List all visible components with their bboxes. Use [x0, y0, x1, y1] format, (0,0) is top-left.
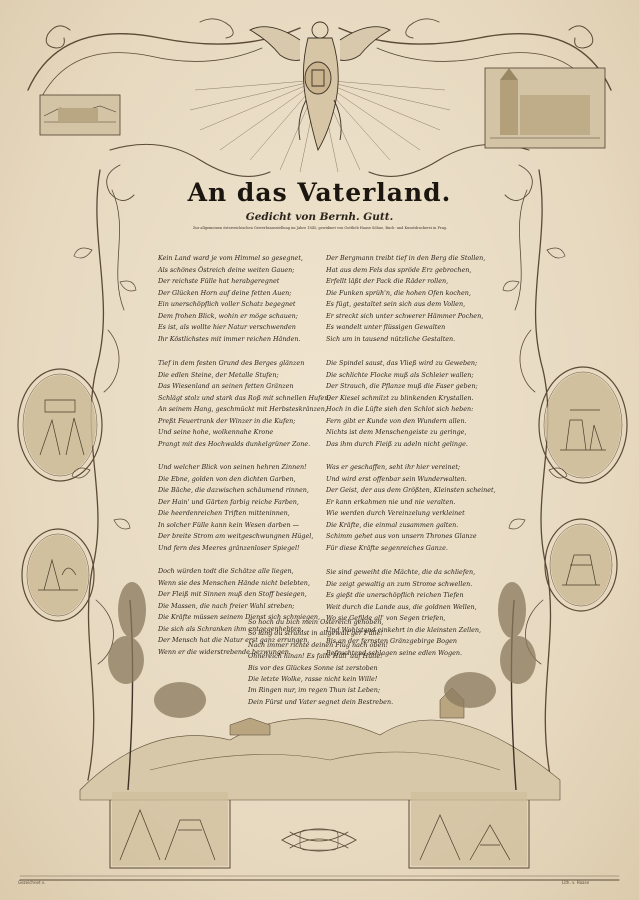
verse-line: Und fern des Meeres gränzenloser Spiegel! [158, 543, 300, 552]
verse-line: Wenn er die widerstrebende bezwungen. [158, 647, 291, 656]
verse-line: An seinem Hang, geschmückt mit Herbsteskränzen, [158, 405, 327, 413]
verse-line: Die schlichte Flocke muß als Schleier wallen; [326, 370, 474, 379]
verse-line: Es wandelt unter flüssigen Gewalten [326, 323, 446, 331]
verse-line: Er kann erkahmen nie und nie veralten. [326, 497, 456, 506]
verse-line: Der Fleiß mit Sinnen muß den Stoff besiegen, [158, 590, 307, 598]
verse-line: Die letzte Wolke, rasse nicht kein Wille! [248, 675, 378, 684]
verse-line: Der breite Strom am weitgeschwungnen Hügel, [158, 532, 314, 540]
verse-line: Dein Fürst und Vater segnet dein Bestreben. [248, 697, 394, 706]
stanza [158, 253, 328, 345]
stanza [326, 358, 496, 450]
verse-line: Die Kräfte, die einmal zusammen galten. [326, 520, 459, 529]
verse-line: Der Bergmann treibt tief in den Berg die Stollen, [326, 254, 486, 262]
verse-line: Wenn sie des Menschen Hände nicht belebten, [158, 578, 310, 587]
stanza [158, 462, 328, 554]
right-column [326, 253, 496, 671]
verse-line: Ihr Köstlichstes mit immer reichen Händen. [158, 334, 301, 343]
verse-line: Die edlen Steine, der Metalle Stufen; [158, 370, 279, 379]
verse-line: Prangt mit des Hochwalds dunkelgrüner Zone. [158, 439, 311, 448]
verse-line: Ein unerschöpflich voller Schatz begegnet [158, 300, 296, 308]
dedication-line: Zur allgemeinen österreichischen Gewerbsausstellung im Jahre 1845, gewidmet von Gottlieb Haase Söhne, Buch- und Kunstdruckerei in Prag. [192, 226, 448, 230]
verse-line: Die heerdenreichen Triften mitteninnen, [158, 509, 290, 517]
verse-line: Es fügt, gestaltet sein sich aus dem Vollen, [326, 300, 466, 308]
verse-line: Weit durch die Lande aus, die goldnen Wellen, [326, 602, 477, 611]
verse-line: Tief in dem festen Grund des Berges glänzen [158, 359, 305, 367]
verse-line: Schimm gehet aus von unsern Thrones Glanze [326, 532, 477, 540]
verse-line: Die zeigt gewaltig an zum Strome schwellen. [326, 579, 473, 588]
verse-line: In solcher Fülle kann kein Wesen darben — [158, 520, 300, 529]
stanza [326, 253, 496, 345]
verse-line: Das Wiesenland an seinen fetten Gränzen [158, 382, 294, 390]
angel-figure [250, 22, 390, 150]
stanza [158, 358, 331, 450]
verse-line: Für diese Kräfte segenreiches Ganze. [326, 543, 448, 552]
verse-line: Sich um in tausend nützliche Gestalten. [326, 334, 456, 343]
verse-line: Hoch in die Lüfte sieh den Schlot sich heben: [326, 405, 474, 413]
verse-line: So hoch du bich mein Ostereich gehoben, [248, 618, 384, 626]
verse-line: Doch würden todt die Schätze alle liegen, [158, 567, 294, 575]
verse-line: Der Glücken Horn auf deine fetten Auen; [158, 288, 292, 297]
verse-line: Kein Land ward je vom Himmel so gesegnet, [158, 254, 303, 262]
poem-author: Gedicht von Bernh. Gutt. [245, 211, 394, 223]
verse-line: Bis vor des Glückes Sonne ist zerstoben [248, 663, 378, 672]
verse-line: Als schönes Östreich deine weiten Gauen; [158, 265, 295, 274]
verse-line: Die sich als Schranken ihm entgegenhebten, [158, 624, 304, 633]
verse-line: So lang du strahlst in allgewalt'ger Fülle! [248, 629, 383, 638]
verse-line: Und welcher Blick von seinen hehren Zinnen! [158, 463, 307, 471]
verse-line: Hat aus dem Fels das spröde Erz gebrochen, [326, 265, 472, 274]
verse-line: Er streckt sich unter schwerer Hämmer Pochen, [326, 311, 484, 320]
final-stanza [248, 617, 418, 708]
verse-line: Es gießt die unerschöpflich reichen Tiefen [326, 591, 464, 599]
printer-credit: Lith. v. Haase [562, 880, 590, 885]
verse-line: Das ihm durch Fleiß zu adeln nicht gelinge. [326, 439, 468, 448]
verse-line: Wie werden durch Vereinzelung verkleinet [326, 509, 465, 517]
verse-line: Und Wohlstand einkehrt in die kleinsten Zellen, [326, 625, 482, 634]
verse-line: Der Kiesel schmilzt zu blinkenden Krystallen. [326, 393, 474, 402]
verse-line: Nach immer richte deinen Flug nach oben! [248, 640, 389, 649]
poem-title: An das Vaterland. [187, 178, 452, 207]
verse-line: Fern gibt er Kunde von den Wundern allen. [326, 416, 467, 425]
verse-line: Und seine hohe, wolkennahe Krone [158, 428, 274, 436]
verse-line: Die Massen, die nach freier Wahl streben; [158, 601, 295, 610]
artist-credit: Gezeichnet v. [18, 880, 46, 885]
verse-line: Der Hain' und Gärten farbig reiche Farben, [158, 497, 299, 506]
verse-line: Im Ringen nur, im regen Thun ist Leben; [248, 686, 380, 695]
verse-line: Befruchtend schlagen seine edlen Wogen. [326, 648, 463, 657]
verse-line: Erfellt läßt der Pack die Räder rollen, [326, 277, 449, 285]
verse-line: Und wird erst offenbar sein Wunderwalten. [326, 474, 467, 483]
verse-line: Der Strauch, die Pflanze muß die Faser geben; [326, 382, 478, 390]
stanza [326, 462, 496, 554]
vignette-top-left [40, 95, 120, 135]
verse-line: Die Ebne, golden von den dichten Garben, [158, 474, 296, 483]
verse-line: Sie sind geweiht die Mächte, die da schliefen, [326, 568, 476, 576]
verse-line: Die Bäche, die dazwischen schäumend rinnen, [158, 486, 309, 494]
verse-line: Dem frohen Blick, wohin er möge schauen; [158, 311, 298, 320]
verse-line: Die Kräfte müssen seinem Dienst sich schmiegen, [158, 613, 321, 621]
verse-line: Der Geist, der aus dem Größten, Kleinsten scheinet, [326, 486, 496, 494]
verse-line: Der Mensch hat die Natur erst ganz errungen, [158, 636, 310, 644]
verse-line: Wo sie Gefilde all' von Segen triefen, [326, 614, 446, 622]
verse-line: Der reichste Fülle hat herabgeregnet [158, 277, 280, 285]
vignette-top-right [485, 68, 605, 148]
verse-line: Schlägt stolz und stark das Roß mit schnellen Hufen; [158, 393, 331, 402]
left-column [158, 253, 331, 670]
verse-line: Bis an der fernsten Gränzgebirge Bogen [326, 637, 458, 645]
verse-line: Die Spindel saust, das Vließ wird zu Geweben; [326, 359, 478, 367]
verse-line: Preßt Feuertrank der Winzer in die Kufen; [158, 416, 296, 425]
verse-line: Ohnereich hinan! Es falle Hüll' auf Hülle! [248, 652, 383, 661]
verse-line: Was er geschaffen, seht ihr hier vereinet; [326, 463, 461, 471]
verse-line: Die Funken sprüh'n, die hohen Ofen kochen, [326, 288, 471, 297]
verse-line: Nichts ist dem Menschengeiste zu geringe, [326, 428, 467, 436]
verse-line: Es ist, als wollte hier Natur verschwenden [158, 323, 296, 331]
